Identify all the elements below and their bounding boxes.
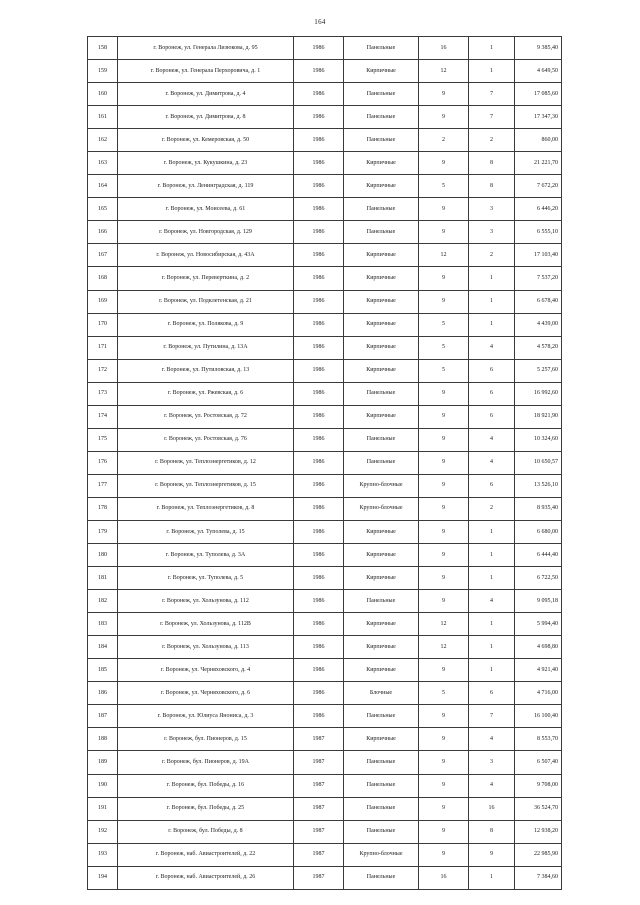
address-cell: г. Воронеж, ул. Ростовская, д. 76 (118, 428, 294, 451)
address-cell: г. Воронеж, ул. Туполева, д. 3А (118, 544, 294, 567)
wall-material-cell: Панельные (344, 221, 419, 244)
address-cell: г. Воронеж, ул. Новгородская, д. 129 (118, 221, 294, 244)
entrances-cell: 4 (469, 336, 515, 359)
row-number: 162 (88, 129, 118, 152)
table-row (88, 774, 562, 797)
address-cell: г. Воронеж, ул. Юлиуса Янониса, д. 3 (118, 705, 294, 728)
address-cell: г. Воронеж, бул. Победы, д. 8 (118, 820, 294, 843)
row-number: 158 (88, 37, 118, 60)
floors-cell: 9 (419, 797, 469, 820)
entrances-cell: 9 (469, 843, 515, 866)
entrances-cell: 3 (469, 221, 515, 244)
table-row (88, 636, 562, 659)
row-number: 167 (88, 244, 118, 267)
area-cell: 7 537,20 (515, 267, 562, 290)
year-built-cell: 1986 (294, 83, 344, 106)
table-row (88, 175, 562, 198)
row-number: 192 (88, 820, 118, 843)
floors-cell: 9 (419, 590, 469, 613)
year-built-cell: 1986 (294, 405, 344, 428)
address-cell: г. Воронеж, ул. Черняховского, д. 6 (118, 682, 294, 705)
area-cell: 9 095,18 (515, 590, 562, 613)
floors-cell: 9 (419, 221, 469, 244)
area-cell: 9 708,00 (515, 774, 562, 797)
entrances-cell: 1 (469, 520, 515, 543)
table-row (88, 567, 562, 590)
year-built-cell: 1986 (294, 451, 344, 474)
year-built-cell: 1986 (294, 359, 344, 382)
entrances-cell: 6 (469, 359, 515, 382)
row-number: 185 (88, 659, 118, 682)
wall-material-cell: Кирпичные (344, 520, 419, 543)
entrances-cell: 4 (469, 428, 515, 451)
entrances-cell: 1 (469, 60, 515, 83)
row-number: 172 (88, 359, 118, 382)
address-cell: г. Воронеж, бул. Победы, д. 16 (118, 774, 294, 797)
table-row (88, 313, 562, 336)
floors-cell: 12 (419, 636, 469, 659)
floors-cell: 9 (419, 152, 469, 175)
address-cell: г. Воронеж, ул. Теплоэнергетиков, д. 15 (118, 474, 294, 497)
wall-material-cell: Панельные (344, 866, 419, 889)
table-row (88, 382, 562, 405)
table-row (88, 60, 562, 83)
address-cell: г. Воронеж, ул. Хользунова, д. 112 (118, 590, 294, 613)
floors-cell: 9 (419, 405, 469, 428)
floors-cell: 5 (419, 359, 469, 382)
row-number: 171 (88, 336, 118, 359)
year-built-cell: 1987 (294, 820, 344, 843)
address-cell: г. Воронеж, ул. Туполева, д. 5 (118, 567, 294, 590)
row-number: 168 (88, 267, 118, 290)
area-cell: 12 938,20 (515, 820, 562, 843)
year-built-cell: 1986 (294, 659, 344, 682)
year-built-cell: 1986 (294, 152, 344, 175)
row-number: 176 (88, 451, 118, 474)
address-cell: г. Воронеж, ул. Теплоэнергетиков, д. 12 (118, 451, 294, 474)
area-cell: 10 324,60 (515, 428, 562, 451)
year-built-cell: 1987 (294, 866, 344, 889)
address-cell: г. Воронеж, бул. Пионеров, д. 15 (118, 728, 294, 751)
row-number: 173 (88, 382, 118, 405)
entrances-cell: 4 (469, 590, 515, 613)
wall-material-cell: Кирпичные (344, 659, 419, 682)
area-cell: 6 680,00 (515, 520, 562, 543)
wall-material-cell: Блочные (344, 682, 419, 705)
entrances-cell: 6 (469, 474, 515, 497)
address-cell: г. Воронеж, ул. Путиловская, д. 13 (118, 359, 294, 382)
address-cell: г. Воронеж, ул. Кукушкина, д. 23 (118, 152, 294, 175)
entrances-cell: 1 (469, 636, 515, 659)
area-cell: 4 439,00 (515, 313, 562, 336)
row-number: 165 (88, 198, 118, 221)
year-built-cell: 1986 (294, 474, 344, 497)
area-cell: 18 921,90 (515, 405, 562, 428)
address-cell: г. Воронеж, ул. Ростовская, д. 72 (118, 405, 294, 428)
table-row (88, 866, 562, 889)
row-number: 184 (88, 636, 118, 659)
address-cell: г. Воронеж, наб. Авиастроителей, д. 22 (118, 843, 294, 866)
year-built-cell: 1986 (294, 37, 344, 60)
floors-cell: 5 (419, 336, 469, 359)
wall-material-cell: Панельные (344, 198, 419, 221)
year-built-cell: 1986 (294, 336, 344, 359)
wall-material-cell: Кирпичные (344, 60, 419, 83)
address-cell: г. Воронеж, ул. Димитрова, д. 4 (118, 83, 294, 106)
year-built-cell: 1986 (294, 428, 344, 451)
year-built-cell: 1987 (294, 797, 344, 820)
page-number: 164 (314, 18, 326, 26)
floors-cell: 9 (419, 290, 469, 313)
wall-material-cell: Панельные (344, 106, 419, 129)
wall-material-cell: Кирпичные (344, 636, 419, 659)
year-built-cell: 1986 (294, 106, 344, 129)
area-cell: 7 672,20 (515, 175, 562, 198)
year-built-cell: 1986 (294, 382, 344, 405)
floors-cell: 9 (419, 520, 469, 543)
wall-material-cell: Панельные (344, 705, 419, 728)
table-row (88, 474, 562, 497)
entrances-cell: 1 (469, 567, 515, 590)
area-cell: 16 992,60 (515, 382, 562, 405)
wall-material-cell: Панельные (344, 83, 419, 106)
table-row (88, 405, 562, 428)
area-cell: 6 722,50 (515, 567, 562, 590)
area-cell: 17 347,30 (515, 106, 562, 129)
wall-material-cell: Крупно-блочные (344, 474, 419, 497)
row-number: 194 (88, 866, 118, 889)
year-built-cell: 1987 (294, 751, 344, 774)
area-cell: 6 446,20 (515, 198, 562, 221)
area-cell: 16 100,40 (515, 705, 562, 728)
address-cell: г. Воронеж, ул. Димитрова, д. 8 (118, 106, 294, 129)
row-number: 166 (88, 221, 118, 244)
row-number: 160 (88, 83, 118, 106)
entrances-cell: 16 (469, 797, 515, 820)
wall-material-cell: Кирпичные (344, 244, 419, 267)
address-cell: г. Воронеж, ул. Полякова, д. 9 (118, 313, 294, 336)
wall-material-cell: Крупно-блочные (344, 843, 419, 866)
entrances-cell: 8 (469, 175, 515, 198)
table-row (88, 820, 562, 843)
wall-material-cell: Кирпичные (344, 613, 419, 636)
floors-cell: 9 (419, 198, 469, 221)
year-built-cell: 1986 (294, 682, 344, 705)
floors-cell: 9 (419, 659, 469, 682)
row-number: 180 (88, 544, 118, 567)
wall-material-cell: Кирпичные (344, 152, 419, 175)
area-cell: 4 716,00 (515, 682, 562, 705)
entrances-cell: 2 (469, 129, 515, 152)
entrances-cell: 3 (469, 751, 515, 774)
year-built-cell: 1986 (294, 590, 344, 613)
floors-cell: 9 (419, 474, 469, 497)
area-cell: 6 444,40 (515, 544, 562, 567)
entrances-cell: 1 (469, 613, 515, 636)
table-row (88, 359, 562, 382)
floors-cell: 9 (419, 267, 469, 290)
area-cell: 17 085,60 (515, 83, 562, 106)
area-cell: 860,00 (515, 129, 562, 152)
year-built-cell: 1986 (294, 520, 344, 543)
address-cell: г. Воронеж, ул. Генерала Лизюкова, д. 95 (118, 37, 294, 60)
floors-cell: 9 (419, 497, 469, 520)
year-built-cell: 1986 (294, 567, 344, 590)
area-cell: 22 985,90 (515, 843, 562, 866)
floors-cell: 16 (419, 37, 469, 60)
entrances-cell: 7 (469, 83, 515, 106)
wall-material-cell: Панельные (344, 774, 419, 797)
row-number: 178 (88, 497, 118, 520)
year-built-cell: 1986 (294, 705, 344, 728)
area-cell: 4 921,40 (515, 659, 562, 682)
table-row (88, 705, 562, 728)
area-cell: 9 385,40 (515, 37, 562, 60)
floors-cell: 9 (419, 728, 469, 751)
address-cell: г. Воронеж, ул. Подклетенская, д. 21 (118, 290, 294, 313)
row-number: 175 (88, 428, 118, 451)
wall-material-cell: Панельные (344, 820, 419, 843)
entrances-cell: 6 (469, 382, 515, 405)
floors-cell: 9 (419, 774, 469, 797)
area-cell: 21 221,70 (515, 152, 562, 175)
year-built-cell: 1987 (294, 843, 344, 866)
wall-material-cell: Панельные (344, 451, 419, 474)
row-number: 177 (88, 474, 118, 497)
year-built-cell: 1986 (294, 497, 344, 520)
row-number: 163 (88, 152, 118, 175)
floors-cell: 12 (419, 60, 469, 83)
year-built-cell: 1986 (294, 198, 344, 221)
row-number: 188 (88, 728, 118, 751)
address-cell: г. Воронеж, ул. Путилина, д. 13А (118, 336, 294, 359)
table-row (88, 751, 562, 774)
floors-cell: 9 (419, 820, 469, 843)
area-cell: 4 649,50 (515, 60, 562, 83)
wall-material-cell: Панельные (344, 751, 419, 774)
floors-cell: 9 (419, 428, 469, 451)
row-number: 186 (88, 682, 118, 705)
address-cell: г. Воронеж, ул. Хользунова, д. 112В (118, 613, 294, 636)
housing-registry-table (87, 36, 562, 890)
floors-cell: 5 (419, 313, 469, 336)
year-built-cell: 1986 (294, 60, 344, 83)
wall-material-cell: Панельные (344, 37, 419, 60)
area-cell: 6 555,10 (515, 221, 562, 244)
table-row (88, 520, 562, 543)
row-number: 183 (88, 613, 118, 636)
entrances-cell: 6 (469, 405, 515, 428)
table-row (88, 244, 562, 267)
entrances-cell: 1 (469, 267, 515, 290)
area-cell: 8 553,70 (515, 728, 562, 751)
year-built-cell: 1986 (294, 221, 344, 244)
wall-material-cell: Кирпичные (344, 728, 419, 751)
row-number: 170 (88, 313, 118, 336)
address-cell: г. Воронеж, бул. Пионеров, д. 19А (118, 751, 294, 774)
entrances-cell: 1 (469, 290, 515, 313)
area-cell: 13 526,10 (515, 474, 562, 497)
table-row (88, 290, 562, 313)
table-row (88, 129, 562, 152)
year-built-cell: 1986 (294, 129, 344, 152)
wall-material-cell: Кирпичные (344, 405, 419, 428)
floors-cell: 9 (419, 451, 469, 474)
address-cell: г. Воронеж, ул. Теплоэнергетиков, д. 8 (118, 497, 294, 520)
row-number: 189 (88, 751, 118, 774)
wall-material-cell: Панельные (344, 428, 419, 451)
floors-cell: 12 (419, 613, 469, 636)
wall-material-cell: Кирпичные (344, 290, 419, 313)
area-cell: 4 578,20 (515, 336, 562, 359)
row-number: 182 (88, 590, 118, 613)
year-built-cell: 1986 (294, 175, 344, 198)
row-number: 159 (88, 60, 118, 83)
wall-material-cell: Панельные (344, 382, 419, 405)
area-cell: 7 384,60 (515, 866, 562, 889)
area-cell: 36 524,70 (515, 797, 562, 820)
entrances-cell: 2 (469, 244, 515, 267)
entrances-cell: 1 (469, 544, 515, 567)
entrances-cell: 7 (469, 705, 515, 728)
entrances-cell: 6 (469, 682, 515, 705)
area-cell: 5 257,60 (515, 359, 562, 382)
table-row (88, 843, 562, 866)
table-row (88, 83, 562, 106)
area-cell: 10 650,57 (515, 451, 562, 474)
entrances-cell: 8 (469, 820, 515, 843)
area-cell: 6 507,40 (515, 751, 562, 774)
floors-cell: 9 (419, 106, 469, 129)
table-row (88, 728, 562, 751)
year-built-cell: 1987 (294, 774, 344, 797)
entrances-cell: 8 (469, 152, 515, 175)
row-number: 161 (88, 106, 118, 129)
row-number: 193 (88, 843, 118, 866)
area-cell: 6 678,40 (515, 290, 562, 313)
table-row (88, 221, 562, 244)
floors-cell: 5 (419, 175, 469, 198)
table-row (88, 106, 562, 129)
year-built-cell: 1986 (294, 290, 344, 313)
row-number: 164 (88, 175, 118, 198)
year-built-cell: 1986 (294, 636, 344, 659)
table-row (88, 797, 562, 820)
year-built-cell: 1986 (294, 244, 344, 267)
wall-material-cell: Панельные (344, 590, 419, 613)
table-row (88, 613, 562, 636)
year-built-cell: 1986 (294, 267, 344, 290)
row-number: 179 (88, 520, 118, 543)
entrances-cell: 1 (469, 37, 515, 60)
address-cell: г. Воронеж, ул. Хользунова, д. 113 (118, 636, 294, 659)
entrances-cell: 4 (469, 774, 515, 797)
address-cell: г. Воронеж, ул. Кемеровская, д. 50 (118, 129, 294, 152)
row-number: 187 (88, 705, 118, 728)
table-row (88, 590, 562, 613)
wall-material-cell: Панельные (344, 129, 419, 152)
floors-cell: 9 (419, 705, 469, 728)
entrances-cell: 7 (469, 106, 515, 129)
address-cell: г. Воронеж, бул. Победы, д. 25 (118, 797, 294, 820)
area-cell: 4 698,80 (515, 636, 562, 659)
entrances-cell: 3 (469, 198, 515, 221)
floors-cell: 9 (419, 382, 469, 405)
year-built-cell: 1987 (294, 728, 344, 751)
table-row (88, 682, 562, 705)
floors-cell: 9 (419, 751, 469, 774)
row-number: 190 (88, 774, 118, 797)
table-row (88, 198, 562, 221)
table-row (88, 37, 562, 60)
address-cell: г. Воронеж, ул. Ржевская, д. 6 (118, 382, 294, 405)
address-cell: г. Воронеж, ул. Ленинградская, д. 119 (118, 175, 294, 198)
address-cell: г. Воронеж, ул. Переверткина, д. 2 (118, 267, 294, 290)
entrances-cell: 1 (469, 313, 515, 336)
row-number: 191 (88, 797, 118, 820)
floors-cell: 16 (419, 866, 469, 889)
row-number: 181 (88, 567, 118, 590)
floors-cell: 9 (419, 567, 469, 590)
wall-material-cell: Крупно-блочные (344, 497, 419, 520)
area-cell: 5 994,40 (515, 613, 562, 636)
wall-material-cell: Кирпичные (344, 267, 419, 290)
floors-cell: 9 (419, 83, 469, 106)
address-cell: г. Воронеж, ул. Новосибирская, д. 43А (118, 244, 294, 267)
table-row (88, 336, 562, 359)
entrances-cell: 1 (469, 866, 515, 889)
entrances-cell: 4 (469, 451, 515, 474)
floors-cell: 2 (419, 129, 469, 152)
entrances-cell: 4 (469, 728, 515, 751)
wall-material-cell: Кирпичные (344, 336, 419, 359)
floors-cell: 9 (419, 544, 469, 567)
table-row (88, 451, 562, 474)
address-cell: г. Воронеж, ул. Черняховского, д. 4 (118, 659, 294, 682)
address-cell: г. Воронеж, наб. Авиастроителей, д. 26 (118, 866, 294, 889)
floors-cell: 5 (419, 682, 469, 705)
wall-material-cell: Панельные (344, 797, 419, 820)
wall-material-cell: Кирпичные (344, 313, 419, 336)
address-cell: г. Воронеж, ул. Туполева, д. 15 (118, 520, 294, 543)
row-number: 174 (88, 405, 118, 428)
wall-material-cell: Кирпичные (344, 175, 419, 198)
table-row (88, 544, 562, 567)
area-cell: 8 935,40 (515, 497, 562, 520)
table-row (88, 497, 562, 520)
table-row (88, 659, 562, 682)
table-row (88, 428, 562, 451)
area-cell: 17 103,40 (515, 244, 562, 267)
table-body (88, 37, 562, 890)
entrances-cell: 2 (469, 497, 515, 520)
entrances-cell: 1 (469, 659, 515, 682)
wall-material-cell: Кирпичные (344, 359, 419, 382)
wall-material-cell: Кирпичные (344, 544, 419, 567)
year-built-cell: 1986 (294, 613, 344, 636)
floors-cell: 12 (419, 244, 469, 267)
address-cell: г. Воронеж, ул. Генерала Перхоровича, д. 1 (118, 60, 294, 83)
wall-material-cell: Кирпичные (344, 567, 419, 590)
row-number: 169 (88, 290, 118, 313)
year-built-cell: 1986 (294, 544, 344, 567)
address-cell: г. Воронеж, ул. Моисеева, д. 61 (118, 198, 294, 221)
table-row (88, 152, 562, 175)
floors-cell: 9 (419, 843, 469, 866)
table-row (88, 267, 562, 290)
year-built-cell: 1986 (294, 313, 344, 336)
